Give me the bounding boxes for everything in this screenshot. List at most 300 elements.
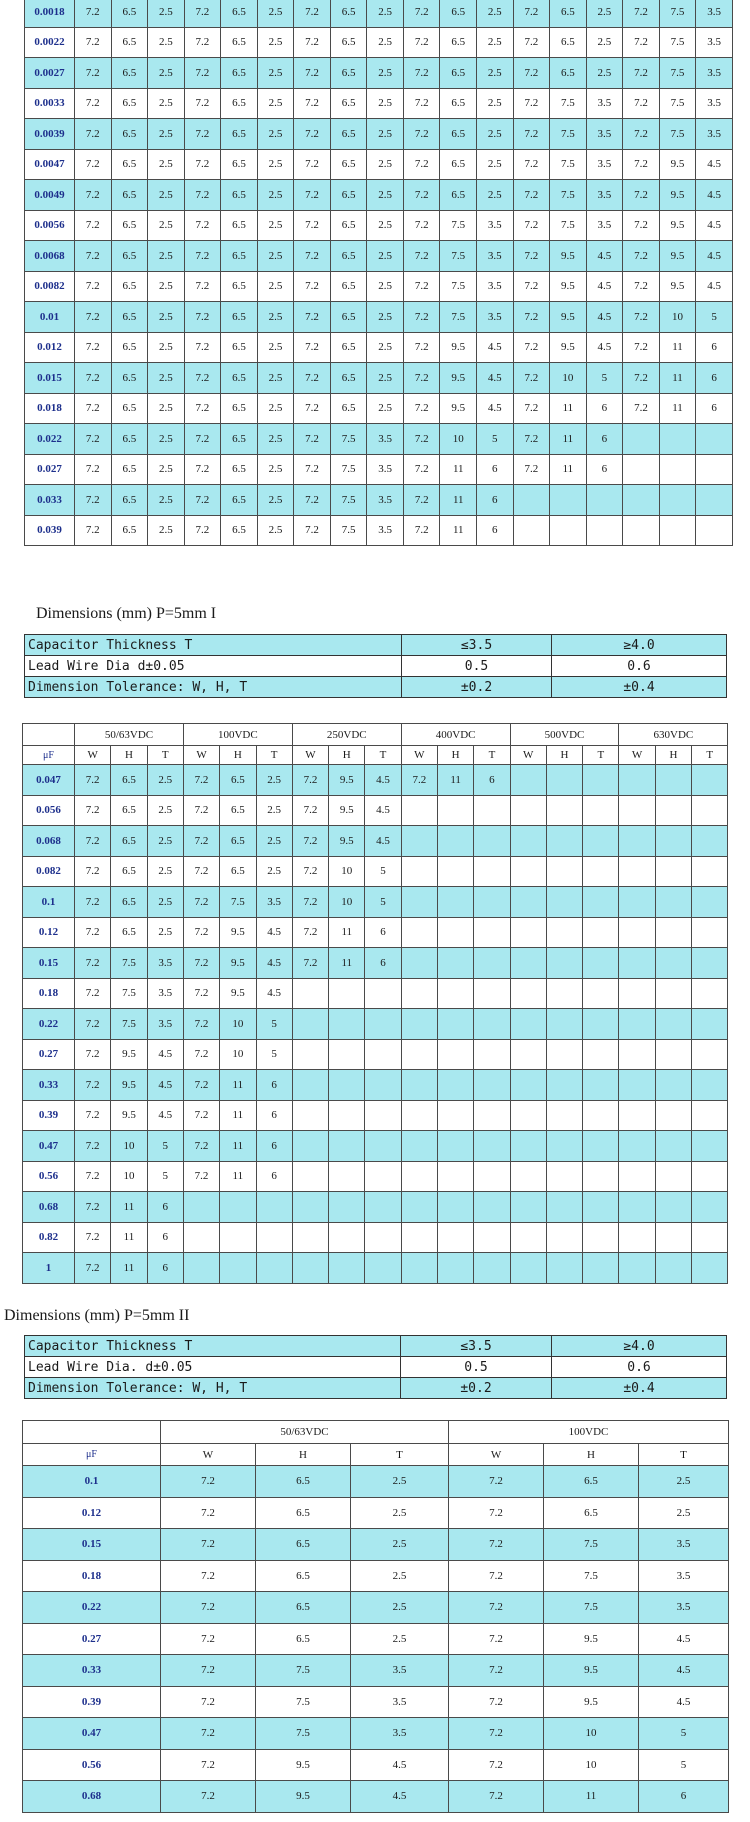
table-row	[23, 1161, 728, 1192]
value-cell	[474, 856, 510, 887]
voltage-header: 100VDC	[449, 1421, 729, 1444]
value-cell: 2.5	[148, 424, 185, 455]
value-cell: 7.2	[161, 1466, 256, 1498]
value-cell	[474, 1222, 510, 1253]
value-cell: 7.2	[623, 27, 660, 58]
value-cell	[510, 765, 546, 796]
dimension-header: W	[401, 746, 437, 765]
value-cell: 7.2	[75, 424, 112, 455]
value-cell: 2.5	[351, 1497, 449, 1529]
value-cell	[329, 1009, 365, 1040]
value-cell: 7.2	[401, 765, 437, 796]
value-cell: 7.2	[449, 1466, 544, 1498]
capacitance-cell: 0.39	[23, 1100, 75, 1131]
value-cell: 2.5	[147, 765, 183, 796]
table-row	[23, 1529, 729, 1561]
value-cell: 2.5	[257, 149, 294, 180]
value-cell: 4.5	[351, 1781, 449, 1813]
value-cell: 4.5	[639, 1655, 729, 1687]
dimension-header: H	[544, 1444, 639, 1466]
value-cell: 10	[544, 1718, 639, 1750]
value-cell: 6.5	[550, 58, 587, 89]
value-cell: 7.5	[544, 1560, 639, 1592]
value-cell: 7.5	[550, 88, 587, 119]
value-cell: 6.5	[111, 826, 147, 857]
value-cell: 6.5	[220, 765, 256, 796]
value-cell: 2.5	[257, 58, 294, 89]
value-cell: 9.5	[329, 795, 365, 826]
value-cell	[546, 856, 582, 887]
table-row	[23, 1192, 728, 1223]
capacitance-cell: 0.0033	[25, 88, 75, 119]
value-cell: 3.5	[696, 0, 733, 27]
value-cell	[583, 887, 619, 918]
value-cell	[692, 948, 728, 979]
table-row	[25, 119, 733, 150]
capacitance-cell: 0.0022	[25, 27, 75, 58]
value-cell	[692, 1070, 728, 1101]
value-cell: 7.2	[183, 826, 219, 857]
value-cell: 2.5	[351, 1592, 449, 1624]
capacitance-cell: 0.012	[25, 332, 75, 363]
value-cell: 7.2	[403, 0, 440, 27]
value-cell: 7.2	[292, 917, 328, 948]
value-cell: 7.2	[403, 58, 440, 89]
value-cell: 2.5	[257, 88, 294, 119]
value-cell: 2.5	[147, 826, 183, 857]
value-cell	[365, 1070, 401, 1101]
value-cell: 10	[329, 856, 365, 887]
capacitance-cell: 0.18	[23, 978, 75, 1009]
value-cell	[437, 1192, 473, 1223]
value-cell: 7.2	[183, 1100, 219, 1131]
value-cell: 7.2	[403, 241, 440, 272]
value-cell: 7.2	[449, 1655, 544, 1687]
value-cell	[655, 948, 691, 979]
value-cell: 3.5	[147, 1009, 183, 1040]
value-cell: 6	[586, 424, 623, 455]
value-cell	[474, 1131, 510, 1162]
dimension-header: T	[474, 746, 510, 765]
value-cell: 6.5	[111, 241, 148, 272]
value-cell: 7.2	[183, 1009, 219, 1040]
value-cell	[619, 1039, 655, 1070]
value-cell: 2.5	[148, 88, 185, 119]
value-cell: 7.2	[184, 363, 221, 394]
value-cell: 7.2	[75, 0, 112, 27]
dimension-header: H	[220, 746, 256, 765]
value-cell	[583, 795, 619, 826]
value-cell: 9.5	[111, 1039, 147, 1070]
value-cell: 3.5	[477, 210, 514, 241]
value-cell: 6.5	[221, 58, 258, 89]
value-cell: 2.5	[367, 149, 404, 180]
value-cell	[292, 1161, 328, 1192]
value-cell	[546, 1100, 582, 1131]
value-cell: 7.2	[449, 1560, 544, 1592]
value-cell: 2.5	[148, 363, 185, 394]
value-cell	[619, 1131, 655, 1162]
value-cell: 7.2	[294, 454, 331, 485]
value-cell	[692, 1039, 728, 1070]
value-cell: 11	[220, 1100, 256, 1131]
value-cell: 2.5	[477, 88, 514, 119]
value-cell: 7.2	[75, 271, 112, 302]
value-cell: 6.5	[550, 27, 587, 58]
table-row	[23, 1100, 728, 1131]
value-cell	[292, 1222, 328, 1253]
value-cell: 10	[329, 887, 365, 918]
value-cell	[655, 887, 691, 918]
value-cell: 6.5	[440, 180, 477, 211]
value-cell: 3.5	[367, 485, 404, 516]
value-cell	[659, 485, 696, 516]
value-cell: 2.5	[148, 485, 185, 516]
value-cell: 6.5	[330, 0, 367, 27]
spec-row	[25, 677, 727, 698]
value-cell: 7.5	[330, 424, 367, 455]
value-cell	[401, 887, 437, 918]
value-cell: 3.5	[477, 241, 514, 272]
value-cell	[474, 795, 510, 826]
spec-value: 0.6	[552, 656, 727, 677]
value-cell: 9.5	[256, 1781, 351, 1813]
value-cell: 2.5	[257, 515, 294, 546]
value-cell: 2.5	[639, 1497, 729, 1529]
value-cell: 9.5	[544, 1655, 639, 1687]
value-cell: 2.5	[148, 149, 185, 180]
value-cell	[510, 1253, 546, 1284]
value-cell: 2.5	[586, 27, 623, 58]
value-cell: 11	[440, 515, 477, 546]
capacitance-cell: 0.33	[23, 1070, 75, 1101]
capacitance-cell: 0.018	[25, 393, 75, 424]
dimension-header: W	[183, 746, 219, 765]
value-cell: 4.5	[586, 271, 623, 302]
table-row	[23, 1222, 728, 1253]
table-row	[25, 424, 733, 455]
value-cell: 7.2	[294, 119, 331, 150]
table-row	[25, 27, 733, 58]
value-cell: 7.2	[513, 58, 550, 89]
value-cell: 10	[659, 302, 696, 333]
dimension-table-top	[24, 0, 733, 546]
value-cell: 4.5	[477, 393, 514, 424]
value-cell	[619, 978, 655, 1009]
value-cell: 7.2	[75, 1192, 111, 1223]
value-cell	[329, 1222, 365, 1253]
value-cell: 7.5	[440, 241, 477, 272]
value-cell: 7.2	[294, 424, 331, 455]
dimension-header: T	[147, 746, 183, 765]
value-cell: 7.2	[623, 332, 660, 363]
value-cell: 7.2	[184, 241, 221, 272]
value-cell: 7.2	[294, 515, 331, 546]
value-cell	[292, 1070, 328, 1101]
value-cell: 2.5	[148, 515, 185, 546]
value-cell: 7.2	[75, 978, 111, 1009]
value-cell	[510, 1161, 546, 1192]
capacitance-cell: 0.0082	[25, 271, 75, 302]
value-cell	[183, 1192, 219, 1223]
value-cell: 4.5	[696, 149, 733, 180]
value-cell: 6.5	[111, 393, 148, 424]
value-cell	[692, 1161, 728, 1192]
value-cell: 4.5	[365, 795, 401, 826]
value-cell	[401, 1161, 437, 1192]
table-row	[25, 485, 733, 516]
value-cell: 7.2	[403, 515, 440, 546]
value-cell: 2.5	[148, 241, 185, 272]
value-cell: 6	[586, 393, 623, 424]
value-cell: 7.2	[184, 271, 221, 302]
value-cell: 5	[477, 424, 514, 455]
value-cell: 7.2	[294, 0, 331, 27]
value-cell: 9.5	[220, 948, 256, 979]
dimension-header: W	[619, 746, 655, 765]
value-cell: 7.5	[659, 0, 696, 27]
value-cell: 7.2	[75, 332, 112, 363]
dimension-header: H	[329, 746, 365, 765]
value-cell: 4.5	[639, 1623, 729, 1655]
value-cell: 7.2	[623, 271, 660, 302]
value-cell: 7.2	[184, 180, 221, 211]
value-cell: 7.5	[659, 88, 696, 119]
value-cell: 3.5	[367, 515, 404, 546]
value-cell: 7.5	[659, 27, 696, 58]
value-cell: 6	[147, 1253, 183, 1284]
voltage-header: 630VDC	[619, 724, 728, 746]
value-cell: 6.5	[111, 887, 147, 918]
value-cell: 6.5	[111, 119, 148, 150]
value-cell: 2.5	[147, 917, 183, 948]
value-cell: 4.5	[477, 332, 514, 363]
value-cell	[474, 917, 510, 948]
value-cell: 9.5	[659, 241, 696, 272]
value-cell: 7.5	[440, 271, 477, 302]
value-cell: 10	[440, 424, 477, 455]
value-cell: 3.5	[367, 454, 404, 485]
value-cell	[655, 1070, 691, 1101]
value-cell: 7.2	[75, 393, 112, 424]
value-cell	[583, 978, 619, 1009]
value-cell: 7.2	[294, 363, 331, 394]
value-cell: 4.5	[147, 1070, 183, 1101]
voltage-header: 50/63VDC	[161, 1421, 449, 1444]
table-row	[25, 210, 733, 241]
value-cell: 7.2	[623, 363, 660, 394]
value-cell: 2.5	[148, 210, 185, 241]
value-cell	[623, 424, 660, 455]
value-cell	[329, 1161, 365, 1192]
value-cell: 2.5	[257, 393, 294, 424]
value-cell	[437, 856, 473, 887]
value-cell: 7.2	[294, 271, 331, 302]
value-cell	[546, 917, 582, 948]
value-cell: 7.2	[161, 1529, 256, 1561]
value-cell	[583, 826, 619, 857]
value-cell: 6.5	[111, 856, 147, 887]
value-cell	[655, 856, 691, 887]
value-cell: 6.5	[256, 1623, 351, 1655]
value-cell: 6.5	[221, 88, 258, 119]
value-cell	[583, 948, 619, 979]
value-cell	[655, 1100, 691, 1131]
value-cell: 7.2	[75, 1131, 111, 1162]
value-cell: 7.2	[292, 856, 328, 887]
value-cell: 2.5	[351, 1529, 449, 1561]
dimension-table-3	[22, 1420, 729, 1813]
value-cell: 7.2	[183, 765, 219, 796]
value-cell: 9.5	[111, 1100, 147, 1131]
value-cell: 7.5	[330, 515, 367, 546]
value-cell	[401, 1100, 437, 1131]
value-cell: 2.5	[257, 27, 294, 58]
value-cell: 7.2	[292, 765, 328, 796]
value-cell: 7.2	[513, 271, 550, 302]
table-row	[25, 0, 733, 27]
value-cell: 2.5	[367, 210, 404, 241]
value-cell	[220, 1192, 256, 1223]
value-cell	[292, 1192, 328, 1223]
value-cell	[550, 485, 587, 516]
value-cell: 7.2	[75, 1070, 111, 1101]
value-cell	[623, 485, 660, 516]
value-cell: 7.5	[111, 948, 147, 979]
value-cell	[619, 826, 655, 857]
value-cell: 5	[256, 1009, 292, 1040]
capacitance-cell: 0.027	[25, 454, 75, 485]
table-row	[23, 1039, 728, 1070]
value-cell	[619, 1009, 655, 1040]
value-cell	[692, 917, 728, 948]
spec-value: ±0.4	[552, 677, 727, 698]
value-cell: 6	[256, 1161, 292, 1192]
value-cell	[692, 1222, 728, 1253]
value-cell	[256, 1192, 292, 1223]
value-cell: 2.5	[367, 393, 404, 424]
value-cell: 3.5	[477, 271, 514, 302]
capacitance-cell: 0.56	[23, 1161, 75, 1192]
section-title-2: Dimensions (mm) P=5mm II	[4, 1307, 190, 1324]
value-cell: 4.5	[147, 1100, 183, 1131]
value-cell: 6.5	[440, 149, 477, 180]
capacitance-cell: 0.1	[23, 1466, 161, 1498]
value-cell: 6.5	[440, 119, 477, 150]
value-cell: 2.5	[367, 0, 404, 27]
value-cell	[655, 1222, 691, 1253]
value-cell	[546, 1192, 582, 1223]
table-row	[25, 58, 733, 89]
dimension-header: T	[351, 1444, 449, 1466]
value-cell: 7.2	[513, 241, 550, 272]
value-cell: 7.2	[184, 424, 221, 455]
value-cell: 2.5	[257, 454, 294, 485]
header-corner	[23, 724, 75, 746]
capacitance-cell: 0.27	[23, 1623, 161, 1655]
value-cell: 2.5	[257, 332, 294, 363]
value-cell: 7.2	[75, 887, 111, 918]
value-cell: 3.5	[351, 1718, 449, 1750]
value-cell	[437, 887, 473, 918]
value-cell: 4.5	[696, 241, 733, 272]
value-cell: 6.5	[111, 917, 147, 948]
value-cell	[437, 795, 473, 826]
value-cell	[437, 1009, 473, 1040]
value-cell: 10	[544, 1749, 639, 1781]
value-cell: 7.2	[449, 1781, 544, 1813]
dimension-header: H	[546, 746, 582, 765]
value-cell: 7.2	[75, 302, 112, 333]
value-cell: 7.2	[403, 210, 440, 241]
value-cell: 7.2	[449, 1529, 544, 1561]
table-row	[25, 302, 733, 333]
dimension-header: T	[639, 1444, 729, 1466]
value-cell: 7.2	[623, 0, 660, 27]
value-cell: 7.2	[623, 393, 660, 424]
value-cell: 5	[639, 1718, 729, 1750]
value-cell	[692, 1100, 728, 1131]
value-cell: 2.5	[148, 27, 185, 58]
value-cell: 7.5	[256, 1718, 351, 1750]
value-cell	[546, 948, 582, 979]
capacitance-cell: 0.15	[23, 1529, 161, 1561]
table-row	[25, 88, 733, 119]
spec-row	[25, 1357, 727, 1378]
value-cell: 6.5	[221, 515, 258, 546]
value-cell: 11	[440, 485, 477, 516]
value-cell: 7.2	[75, 1222, 111, 1253]
dimension-header: H	[111, 746, 147, 765]
value-cell: 7.2	[403, 302, 440, 333]
value-cell: 6	[256, 1131, 292, 1162]
value-cell	[619, 1100, 655, 1131]
value-cell: 7.2	[294, 393, 331, 424]
capacitance-cell: 0.0018	[25, 0, 75, 27]
value-cell	[365, 1253, 401, 1284]
value-cell: 7.2	[75, 363, 112, 394]
value-cell: 7.2	[294, 241, 331, 272]
value-cell: 7.2	[183, 1161, 219, 1192]
value-cell: 6.5	[544, 1497, 639, 1529]
value-cell	[510, 887, 546, 918]
dimension-header: T	[256, 746, 292, 765]
value-cell: 3.5	[639, 1592, 729, 1624]
value-cell: 7.2	[75, 454, 112, 485]
value-cell: 7.2	[184, 27, 221, 58]
value-cell	[546, 1131, 582, 1162]
value-cell	[437, 917, 473, 948]
value-cell: 9.5	[659, 149, 696, 180]
value-cell: 7.5	[440, 210, 477, 241]
value-cell: 6.5	[256, 1529, 351, 1561]
value-cell: 7.2	[161, 1623, 256, 1655]
table-row	[25, 241, 733, 272]
value-cell: 9.5	[220, 978, 256, 1009]
capacitance-cell: 0.68	[23, 1781, 161, 1813]
value-cell	[474, 978, 510, 1009]
capacitance-cell: 0.015	[25, 363, 75, 394]
value-cell: 2.5	[148, 58, 185, 89]
value-cell	[623, 515, 660, 546]
value-cell	[619, 1222, 655, 1253]
dimension-header: T	[583, 746, 619, 765]
value-cell: 6	[586, 454, 623, 485]
value-cell: 3.5	[639, 1560, 729, 1592]
value-cell	[510, 1222, 546, 1253]
value-cell: 5	[147, 1161, 183, 1192]
value-cell: 9.5	[256, 1749, 351, 1781]
